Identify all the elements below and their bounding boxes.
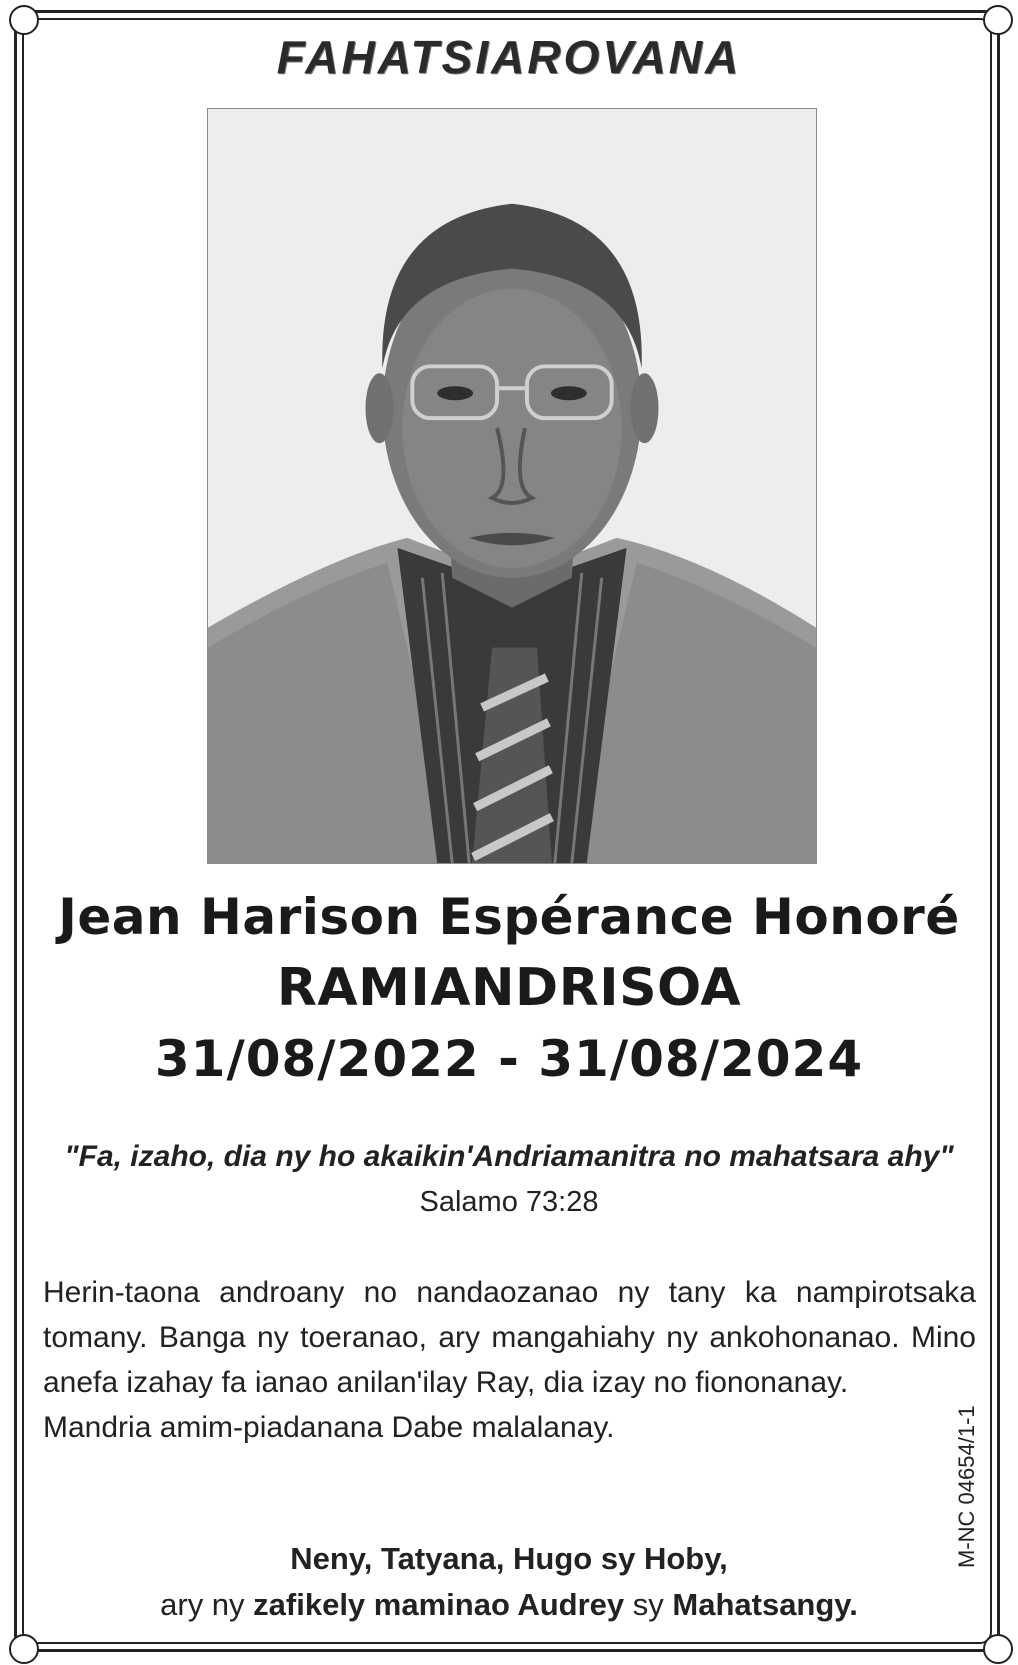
- deceased-family-name: RAMIANDRISOA: [276, 958, 742, 1018]
- portrait-illustration: [208, 109, 816, 863]
- deceased-given-names: Jean Harison Espérance Honoré: [58, 888, 960, 946]
- signature-name: Mahatsangy.: [672, 1587, 858, 1622]
- family-signature-line1: Neny, Tatyana, Hugo sy Hoby,: [290, 1541, 728, 1576]
- notice-heading: FAHATSIAROVANA: [276, 31, 742, 83]
- message-line: anefa izahay fa ianao anilan'ilay Ray, dia izay no fiononanay.: [43, 1366, 849, 1399]
- signature-grandchildren: zafikely maminao Audrey: [253, 1587, 625, 1622]
- signature-text: ary ny: [160, 1587, 254, 1622]
- corner-ornament-bottom-left: [9, 1634, 39, 1664]
- portrait-photo: [207, 108, 817, 864]
- memorial-message: [43, 1270, 976, 1450]
- scripture-quote: "Fa, izaho, dia ny ho akaikin'Andriamanitra no mahatsara ahy": [64, 1140, 954, 1173]
- message-line: Herin-taona androany no nandaozanao ny tany ka nampirotsaka: [43, 1276, 976, 1309]
- corner-ornament-bottom-right: [983, 1634, 1013, 1664]
- reference-code: M-NC 04654/1-1: [954, 1405, 979, 1568]
- memorial-dates: 31/08/2022 - 31/08/2024: [154, 1030, 864, 1088]
- message-line: Mandria amim-piadanana Dabe malalanay.: [43, 1411, 615, 1444]
- scripture-reference: Salamo 73:28: [419, 1186, 599, 1218]
- family-signature-line2: [0, 1587, 1018, 1623]
- message-line: tomany. Banga ny toeranao, ary mangahiahy ny ankohonanao. Mino: [43, 1321, 976, 1354]
- signature-text: sy: [624, 1587, 673, 1622]
